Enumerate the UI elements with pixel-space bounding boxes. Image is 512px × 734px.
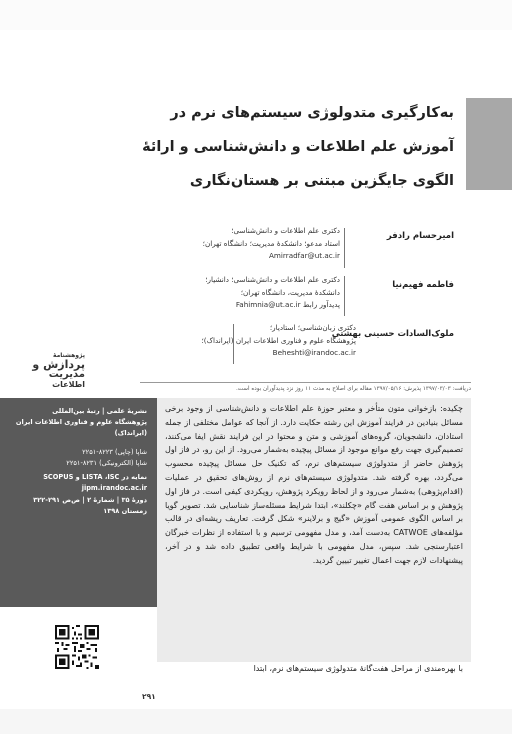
journal-logo [20, 352, 85, 392]
logo-text-line: پژوهشنامۀ [52, 352, 85, 359]
journal-website: jipm.irandoc.ac.ir [81, 484, 147, 492]
submission-dates: دریافت: ۱۳۹۷/۰۳/۰۳ پذیرش: ۱۳۹۷/۰۵/۱۶ مقاله برای اصلاح به مدت ۱۱ روز نزد پدیدآوران بوده است. [140, 382, 471, 395]
author-name: ملوک‌السادات حسینی بهشتی [331, 329, 454, 339]
author-email: پدیدآور رابط Fahimnia@ut.ac.ir [235, 300, 340, 309]
affiliation-line: استاد مدعو؛ دانشکدۀ مدیریت؛ دانشگاه تهران؛ [202, 238, 340, 248]
title-line: الگوی جایگزین مبتنی بر هستان‌نگاری [189, 173, 454, 189]
author-name: فاطمه فهیم‌نیا [392, 280, 454, 290]
author-affiliation [201, 322, 356, 360]
journal-info-line: دورۀ ۳۵ | شمارۀ ۲ | ص‌ص ۲۹۱-۳۲۲ [33, 496, 147, 504]
author-email: Beheshti@irandoc.ac.ir [272, 348, 356, 357]
journal-info-line: شاپا (الکترونیکی) ۸۲۳۱-۲۲۵۱ [66, 459, 147, 467]
affiliation-line: دکتری علم اطلاعات و دانش‌شناسی؛ [231, 226, 340, 235]
abstract-box [157, 398, 471, 662]
journal-info-box [0, 398, 157, 607]
page-top-margin [0, 0, 512, 30]
journal-info-line: نمایه در LISTA ،ISC و SCOPUS [43, 473, 147, 481]
affiliation-line: دکتری علم اطلاعات و دانش‌شناسی؛ دانشیار؛ [205, 275, 340, 284]
affiliation-line: دانشکدۀ مدیریت، دانشگاه تهران؛ [240, 287, 340, 297]
author-affiliation [140, 225, 340, 263]
article-title [54, 96, 454, 198]
qr-code-icon [55, 625, 99, 669]
journal-info-line: شاپا (چاپی) ۸۲۲۳-۲۲۵۱ [82, 448, 147, 456]
logo-text-line: پردازش و [32, 358, 85, 371]
page-number: ۲۹۱ [142, 692, 156, 701]
affiliation-line: دکتری زبان‌شناسی؛ استادیار؛ [269, 323, 356, 332]
author-name: امیرحسام رادفر [386, 231, 454, 241]
page-bottom-margin [0, 709, 512, 734]
section-tab-marker [466, 98, 512, 190]
author-divider [344, 276, 345, 316]
affiliation-line: پژوهشگاه علوم و فناوری اطلاعات ایران (ایرانداک)؛ [201, 335, 356, 345]
journal-info-line: (ایرانداک) [114, 429, 147, 437]
author-affiliation [140, 274, 340, 312]
title-line: به‌کارگیری متدولوژی سیستم‌های نرم در [170, 105, 454, 121]
journal-info-line: نشریۀ علمی | رتبۀ بین‌المللی [52, 407, 147, 415]
abstract-text: چکیده: بازخوانی متون متأخر و معتبر حوزۀ علم اطلاعات و دانش‌شناسی از وجود برخی مسائل بنیادین در فرایند آموزش این رشته حکایت دارد. از آنجا که عوامل مختلفی از جمله استادان، دانشجویان، گروه‌های آموزشی و متن و محتوا در این فرایند نقش ایفا می‌کنند، تصمیم‌گیری جهت رفع موانع موجود از مسائل پیچیده به‌شمار می‌رود. از این رو، در فاز اول پژوهش حاضر از متدولوژی سیستم‌های نرم، که تکنیک حل مسائل پیچیده محسوب می‌گردد، بهره گرفته شد. متدولوژی سیستم‌های نرم از روش‌های تحقیق در عملیات (اقدام‌پژوهی) به‌شمار می‌رود و از لحاظ رویکرد پژوهش، رویکردی کیفی است. در فاز اول پژوهش و بر اساس هفت گام «چکلند»، ابتدا شرایط مسئله‌ساز شناسایی شد. تصویر گویا بر اساس الگوی عمومی آموزش «گیج و برلاینر» شکل گرفت. تعاریف ریشه‌ای در قالب مؤلفه‌های CATWOE به‌دست آمد، و مدل مفهومی ترسیم و با استفاده از نظرات خبرگان اعتبارسنجی شد. سپس، مدل مفهومی با شرایط واقعی تطبیق داده شد و در آخر، پیشنهادات لازم جهت اعمال تغییر تبیین گردید. [165, 404, 463, 565]
journal-info-line: زمستان ۱۳۹۸ [103, 507, 147, 515]
body-text: با بهره‌مندی از مراحل هفت‌گانۀ متدولوژی سیستم‌های نرم، ابتدا [253, 664, 463, 673]
author-email: Amirradfar@ut.ac.ir [269, 251, 340, 260]
journal-info-line: پژوهشگاه علوم و فناوری اطلاعات ایران [15, 418, 147, 426]
title-line: آموزش علم اطلاعات و دانش‌شناسی و ارائۀ [142, 139, 454, 155]
author-divider [344, 228, 345, 268]
logo-text-line: مدیریت [48, 369, 85, 380]
logo-text-line: اطلاعات [52, 380, 85, 389]
